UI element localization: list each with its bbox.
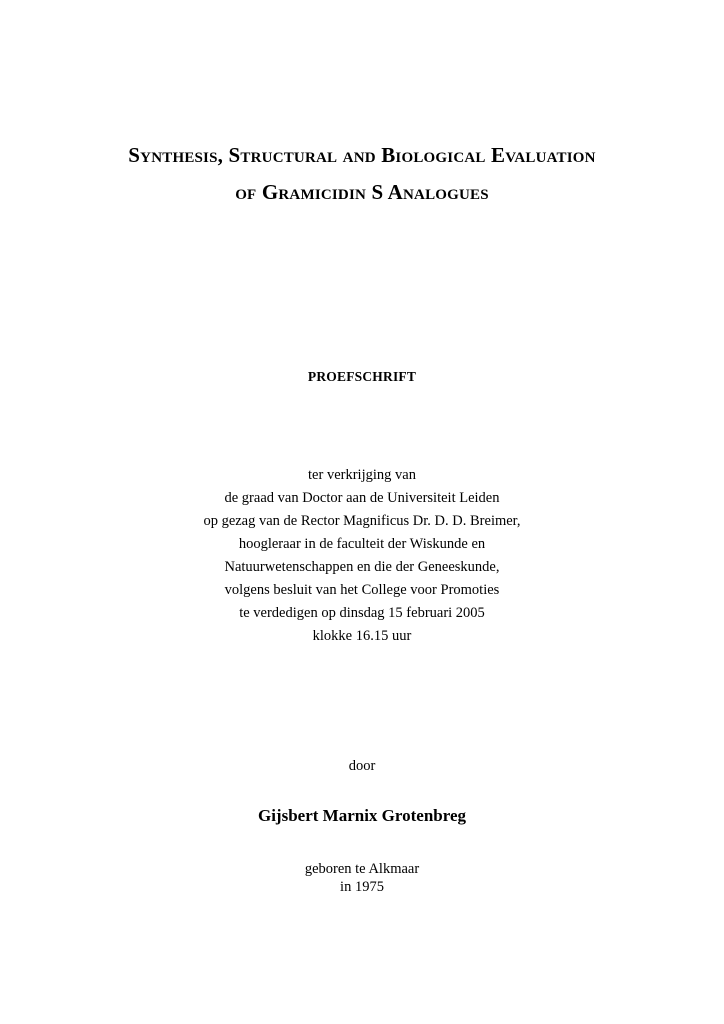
thesis-statement (0, 464, 724, 648)
birth-place: geboren te Alkmaar (304, 861, 420, 877)
thesis-title-line-2: of Gramicidin S Analogues (235, 180, 489, 204)
statement-line: ter verkrijging van (308, 467, 416, 483)
birth-info (0, 860, 724, 896)
statement-line: hoogleraar in de faculteit der Wiskunde en (238, 536, 486, 552)
statement-line: volgens besluit van het College voor Promoties (224, 582, 500, 598)
statement-line: de graad van Doctor aan de Universiteit Leiden (224, 490, 500, 506)
statement-line: Natuurwetenschappen en die der Geneeskunde, (224, 559, 500, 575)
statement-line: te verdedigen op dinsdag 15 februari 2005 (239, 605, 485, 621)
document-heading: PROEFSCHRIFT (307, 369, 417, 384)
by-label: door (348, 758, 376, 774)
author-name: Gijsbert Marnix Grotenbreg (257, 806, 467, 825)
statement-line: klokke 16.15 uur (312, 628, 412, 644)
statement-line: op gezag van de Rector Magnificus Dr. D. D. Breimer, (203, 513, 521, 529)
birth-year: in 1975 (340, 879, 384, 895)
thesis-title-line-1: Synthesis, Structural and Biological Evaluation (128, 143, 596, 167)
